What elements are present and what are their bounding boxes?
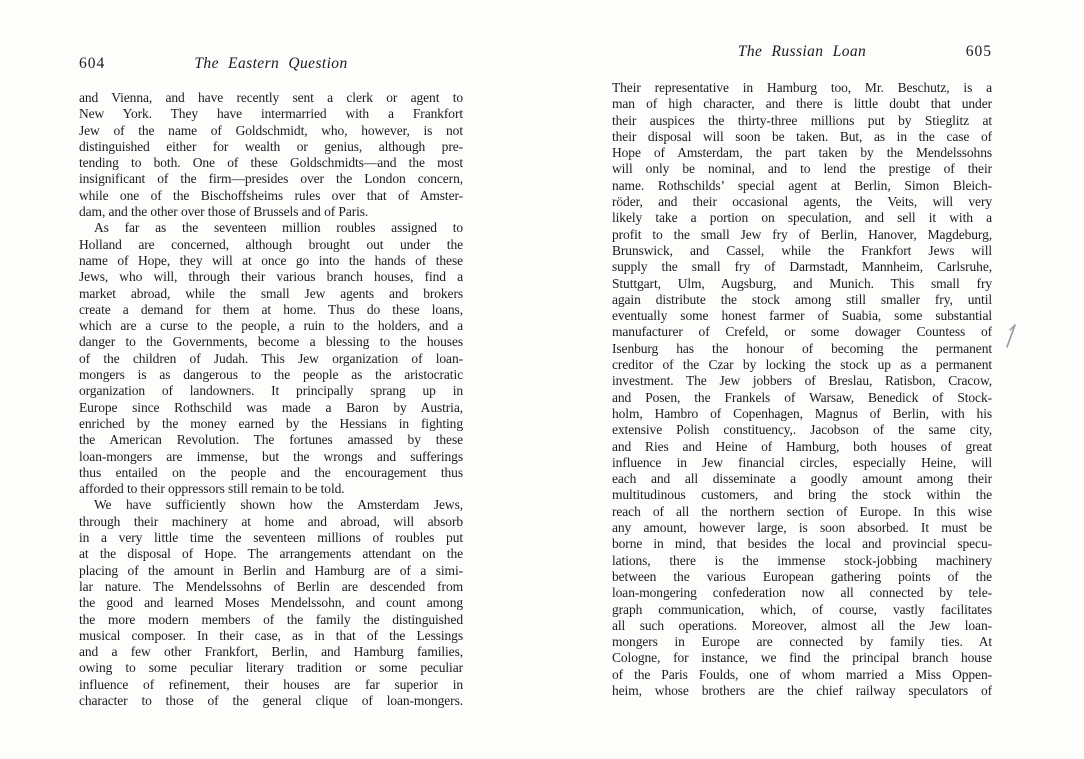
- text-line: supply the small fry of Darmstadt, Mannheim, Carlsruhe,: [612, 259, 992, 275]
- text-line: and Vienna, and have recently sent a clerk or agent to: [79, 90, 463, 105]
- paragraph: [79, 90, 463, 220]
- text-line: placing of the amount in Berlin and Hamburg are of a simi-: [79, 562, 463, 578]
- text-line: lar nature. The Mendelssohns of Berlin are descended from: [79, 578, 463, 594]
- text-line: while one of the Bischoffsheims rules over that of Amster-: [79, 187, 463, 203]
- text-line: dam, and the other over those of Brussels and of Paris.: [79, 204, 369, 220]
- text-line: and Ries and Heine of Hamburg, both houses of great: [612, 438, 992, 454]
- text-line: As far as the seventeen million roubles assigned to: [94, 220, 463, 236]
- text-line: lations, there is the immense stock-jobbing machinery: [612, 552, 992, 568]
- text-line: and a few other Frankfort, Berlin, and Hamburg families,: [79, 644, 463, 660]
- text-line: between the various European gathering points of the: [612, 568, 992, 584]
- text-line: enriched by the money earned by the Hessians in fighting: [79, 415, 463, 431]
- text-line: through their machinery at home and abroad, will absorb: [79, 513, 463, 529]
- text-line: likely take a portion on speculation, and sell it with a: [612, 210, 992, 226]
- text-line: create a demand for them at home. Thus do these loans,: [79, 301, 463, 317]
- text-line: character to those of the general clique of loan-mongers.: [79, 692, 463, 708]
- text-line: Stuttgart, Ulm, Augsburg, and Munich. This small fry: [612, 275, 992, 291]
- text-line: loan-mongers are immense, but the wrongs and sufferings: [79, 448, 463, 464]
- page-left: [79, 55, 463, 708]
- text-line: New York. They have intermarried with a Frankfort: [79, 106, 463, 122]
- text-line: Their representative in Hamburg too, Mr. Beschutz, is a: [612, 80, 992, 95]
- text-line: name of Hope, they will at once go into the hands of these: [79, 252, 463, 268]
- running-title-right: The Russian Loan: [737, 43, 867, 60]
- text-line: their auspices the thirty-three millions put by Stieglitz at: [612, 112, 992, 128]
- page-right-text: [612, 80, 992, 699]
- text-line: mongers in Europe are connected by family ties. At: [612, 634, 992, 650]
- text-line: investment. The Jew jobbers of Breslau, Ratisbon, Cracow,: [612, 373, 992, 389]
- text-line: insignificant of the firm—presides over the London concern,: [79, 171, 463, 187]
- text-line: afforded to their oppressors still remain to be told.: [79, 481, 345, 497]
- page-right-header: [612, 43, 992, 61]
- text-line: each and all disseminate a goodly amount among their: [612, 471, 992, 487]
- text-line: at the disposal of Hope. The arrangements attendant on the: [79, 546, 463, 562]
- text-line: musical composer. In their case, as in that of the Lessings: [79, 627, 463, 643]
- text-line: profit to the small Jew fry of Berlin, Hanover, Magdeburg,: [612, 226, 992, 242]
- text-line: multitudinous customers, and bring the stock within the: [612, 487, 992, 503]
- text-line: creditor of the Czar by locking the stock up as a permanent: [612, 357, 992, 373]
- text-line: which are a curse to the people, a ruin to the holders, and a: [79, 318, 463, 334]
- text-line: Holland are concerned, although brought out under the: [79, 236, 463, 252]
- text-line: market abroad, while the small Jew agents and brokers: [79, 285, 463, 301]
- text-line: Brunswick, and Cassel, while the Frankfort Jews will: [612, 242, 992, 258]
- text-line: in a very little time the seventeen millions of roubles put: [79, 530, 463, 546]
- text-line: eventually some honest farmer of Suabia, some substantial: [612, 308, 992, 324]
- text-line: We have sufficiently shown how the Amsterdam Jews,: [94, 497, 463, 513]
- text-line: extensive Polish constituency,. Jacobson of the same city,: [612, 422, 992, 438]
- text-line: all such operations. Moreover, almost all the Jew loan-: [612, 617, 992, 633]
- page-left-header: [79, 55, 463, 73]
- text-line: reach of all the northern section of Europe. In this wise: [612, 503, 992, 519]
- text-line: loan-mongering confederation now all connected by tele-: [612, 585, 992, 601]
- text-line: the more modern members of the family the distinguished: [79, 611, 463, 627]
- text-line: heim, whose brothers are the chief railway speculators of: [612, 682, 992, 698]
- text-line: Cologne, for instance, we find the principal branch house: [612, 650, 992, 666]
- text-line: tending to both. One of these Goldschmidts—and the most: [79, 155, 463, 171]
- text-line: thus entailed on the people and the encouragement thus: [79, 464, 463, 480]
- text-line: distinguished either for wealth or genius, although pre-: [79, 138, 463, 154]
- text-line: influence of refinement, their houses are far superior in: [79, 676, 463, 692]
- page-number-left: 604: [79, 55, 106, 72]
- text-line: of the Paris Foulds, one of whom married a Miss Oppen-: [612, 666, 992, 682]
- text-line: any amount, however large, is soon absorbed. It must be: [612, 520, 992, 536]
- paragraph: [612, 80, 992, 699]
- text-line: man of high character, and there is little doubt that under: [612, 96, 992, 112]
- text-line: again distribute the stock among still smaller fry, until: [612, 291, 992, 307]
- text-line: and Posen, the Frankels of Warsaw, Benedick of Stock-: [612, 389, 992, 405]
- text-line: Jews, who will, through their various branch houses, find a: [79, 269, 463, 285]
- text-line: of the children of Judah. This Jew organization of loan-: [79, 350, 463, 366]
- text-line: name. Rothschilds’ special agent at Berlin, Simon Bleich-: [612, 177, 992, 193]
- text-line: influence in Jew financial circles, especially Heine, will: [612, 454, 992, 470]
- text-line: danger to the Governments, become a blessing to the houses: [79, 334, 463, 350]
- text-line: Europe since Rothschild was made a Baron by Austria,: [79, 399, 463, 415]
- text-line: graph communication, which, of course, vastly facilitates: [612, 601, 992, 617]
- text-line: Hope of Amsterdam, the part taken by the Mendelssohns: [612, 145, 992, 161]
- text-line: mongers is as dangerous to the people as the aristocratic: [79, 367, 463, 383]
- text-line: manufacturer of Crefeld, or some dowager Countess of: [612, 324, 992, 340]
- page-left-text: [79, 90, 463, 709]
- page-right: [612, 43, 992, 698]
- page-number-right: 605: [965, 43, 992, 60]
- text-line: Jew of the name of Goldschmidt, who, however, is not: [79, 122, 463, 138]
- running-title-left: The Eastern Question: [194, 55, 348, 72]
- text-line: Isenburg has the honour of becoming the permanent: [612, 340, 992, 356]
- paragraph: [79, 220, 463, 497]
- paragraph: [79, 497, 463, 709]
- text-line: röder, and their occasional agents, the Veits, will very: [612, 194, 992, 210]
- pencil-tick-icon: [1000, 320, 1024, 352]
- text-line: the American Revolution. The fortunes amassed by these: [79, 432, 463, 448]
- text-line: borne in mind, that besides the local and provincial specu-: [612, 536, 992, 552]
- text-line: holm, Hambro of Copenhagen, Magnus of Berlin, with his: [612, 405, 992, 421]
- text-line: their disposal will soon be taken. But, as in the case of: [612, 128, 992, 144]
- text-line: organization of landowners. It principally sprang up in: [79, 383, 463, 399]
- text-line: the good and learned Moses Mendelssohn, and count among: [79, 595, 463, 611]
- text-line: owing to some peculiar literary tradition or some peculiar: [79, 660, 463, 676]
- text-line: will only be nominal, and to lend the prestige of their: [612, 161, 992, 177]
